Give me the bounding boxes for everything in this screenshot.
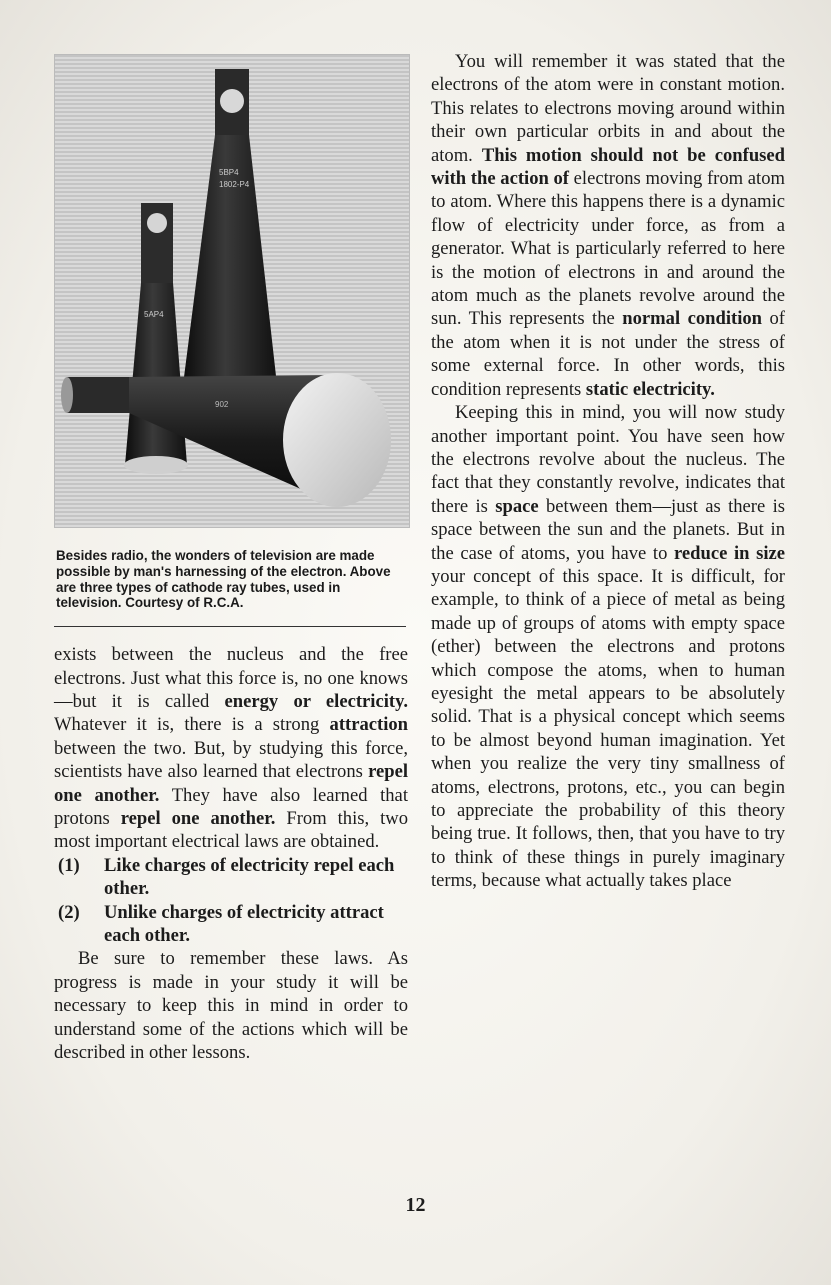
tube-label-2: 1802-P4 <box>219 180 250 189</box>
right-column <box>431 50 785 893</box>
tube-label-1: 5BP4 <box>219 168 239 177</box>
tubes-illustration <box>55 55 409 527</box>
left-paragraph-1: exists between the nucleus and the free electrons. Just what this force is, no one knows—but it is called energy or electricity. Whatever it is, there is a strong attraction between the two. But, by studying this force, scientists have also learned that electrons repel one another. They have also learned that protons repel one another. From this, two most important electrical laws are obtained. <box>54 644 408 853</box>
tube-label-4: 902 <box>215 400 229 409</box>
law-2: (2) Unlike charges of electricity attract each other. <box>58 901 384 947</box>
photo-caption: Besides radio, the wonders of television are made possible by man's harnessing of the electron. Above are three types of cathode ray tubes, used in television. Courtesy of R.C.A. <box>56 548 391 611</box>
caption-divider <box>54 626 406 627</box>
right-paragraph-1: You will remember it was stated that the electrons of the atom were in constant motion. This relates to electrons moving around within their own particular orbits in and about the atom. This motion should not be confused with the action of electrons moving from atom to atom. Where this happens there is a dynamic flow of electricity under force, as from a generator. What is particularly referred to here is the motion of electrons in and around the atom much as the planets revolve around the sun. This represents the normal condition of the atom when it is not under the stress of some external force. In other words, this condition represents static electricity. <box>431 51 785 400</box>
left-paragraph-2: Be sure to remember these laws. As progress is made in your study it will be necessary to keep this in mind in order to understand some of the actions which will be described in other lessons. <box>54 948 408 1064</box>
cathode-ray-tubes-photo <box>54 54 410 528</box>
law-1: (1) Like charges of electricity repel each other. <box>58 854 395 900</box>
left-column <box>54 54 408 1065</box>
page-number: 12 <box>405 1194 426 1216</box>
right-paragraph-2: Keeping this in mind, you will now study another important point. You have seen how the electrons revolve about the nucleus. The fact that they constantly revolve, indicates that there is space between them—just as there is space between the sun and the planets. But in the case of atoms, you have to reduce in size your concept of this space. It is difficult, for example, to think of a piece of metal as being made up of groups of atoms with empty space (ether) between the electrons and protons which compose the atoms, when to human eyesight the metal appears to be absolutely solid. That is a physical concept which seems to be almost beyond human imagination. Yet when you realize the very tiny smallness of atoms, electrons, protons, etc., you can begin to appreciate the probability of this theory being true. It follows, then, that you have to try to think of these things in purely imaginary terms, because what actually takes place <box>431 402 785 892</box>
tube-label-3: 5AP4 <box>144 310 164 319</box>
